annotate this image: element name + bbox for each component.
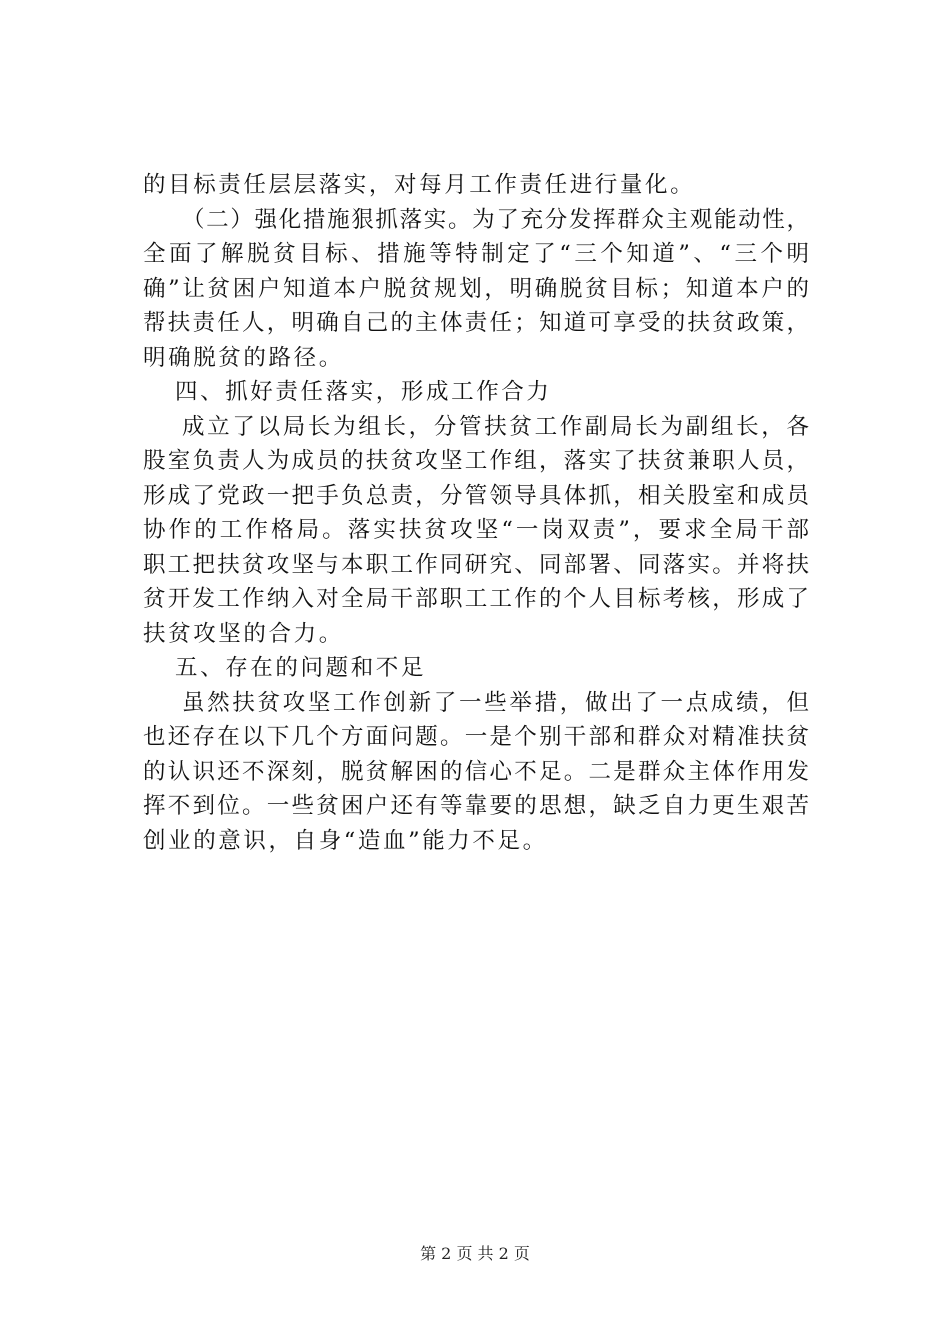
text-line: 的认识还不深刻，脱贫解困的信心不足。二是群众主体作用发	[143, 758, 809, 785]
text-line: 股室负责人为成员的扶贫攻坚工作组，落实了扶贫兼职人员，	[143, 448, 809, 474]
text-line: 全面了解脱贫目标、措施等特制定了“三个知道”、“三个明	[143, 241, 809, 267]
text-line: 形成了党政一把手负总责，分管领导具体抓，相关股室和成员	[143, 482, 809, 509]
text-line: 职工把扶贫攻坚与本职工作同研究、同部署、同落实。并将扶	[143, 551, 809, 578]
text-line: 确”让贫困户知道本户脱贫规划，明确脱贫目标；知道本户的	[143, 275, 809, 302]
text-line: 明确脱贫的路径。	[143, 344, 344, 371]
text-line: 协作的工作格局。落实扶贫攻坚“一岗双责”，要求全局干部	[143, 517, 809, 543]
document-body	[143, 168, 809, 858]
text-line: 挥不到位。一些贫困户还有等靠要的思想，缺乏自力更生艰苦	[143, 793, 809, 819]
section-heading: 五、存在的问题和不足	[175, 655, 427, 681]
text-line: （二）强化措施狠抓落实。为了充分发挥群众主观能动性，	[182, 206, 809, 233]
text-line: 虽然扶贫攻坚工作创新了一些举措，做出了一点成绩，但	[182, 689, 809, 716]
text-line: 成立了以局长为组长，分管扶贫工作副局长为副组长，各	[182, 413, 809, 440]
page-number-footer: 第 2 页 共 2 页	[420, 1244, 530, 1263]
text-line: 帮扶责任人，明确自己的主体责任；知道可享受的扶贫政策，	[143, 310, 809, 336]
text-line: 的目标责任层层落实，对每月工作责任进行量化。	[143, 172, 696, 198]
text-line: 贫开发工作纳入对全局干部职工工作的个人目标考核，形成了	[143, 586, 809, 612]
text-line: 扶贫攻坚的合力。	[143, 620, 344, 647]
section-heading: 四、抓好责任落实，形成工作合力	[175, 379, 552, 405]
text-line: 也还存在以下几个方面问题。一是个别干部和群众对精准扶贫	[143, 724, 809, 750]
text-line: 创业的意识，自身“造血”能力不足。	[143, 827, 548, 854]
